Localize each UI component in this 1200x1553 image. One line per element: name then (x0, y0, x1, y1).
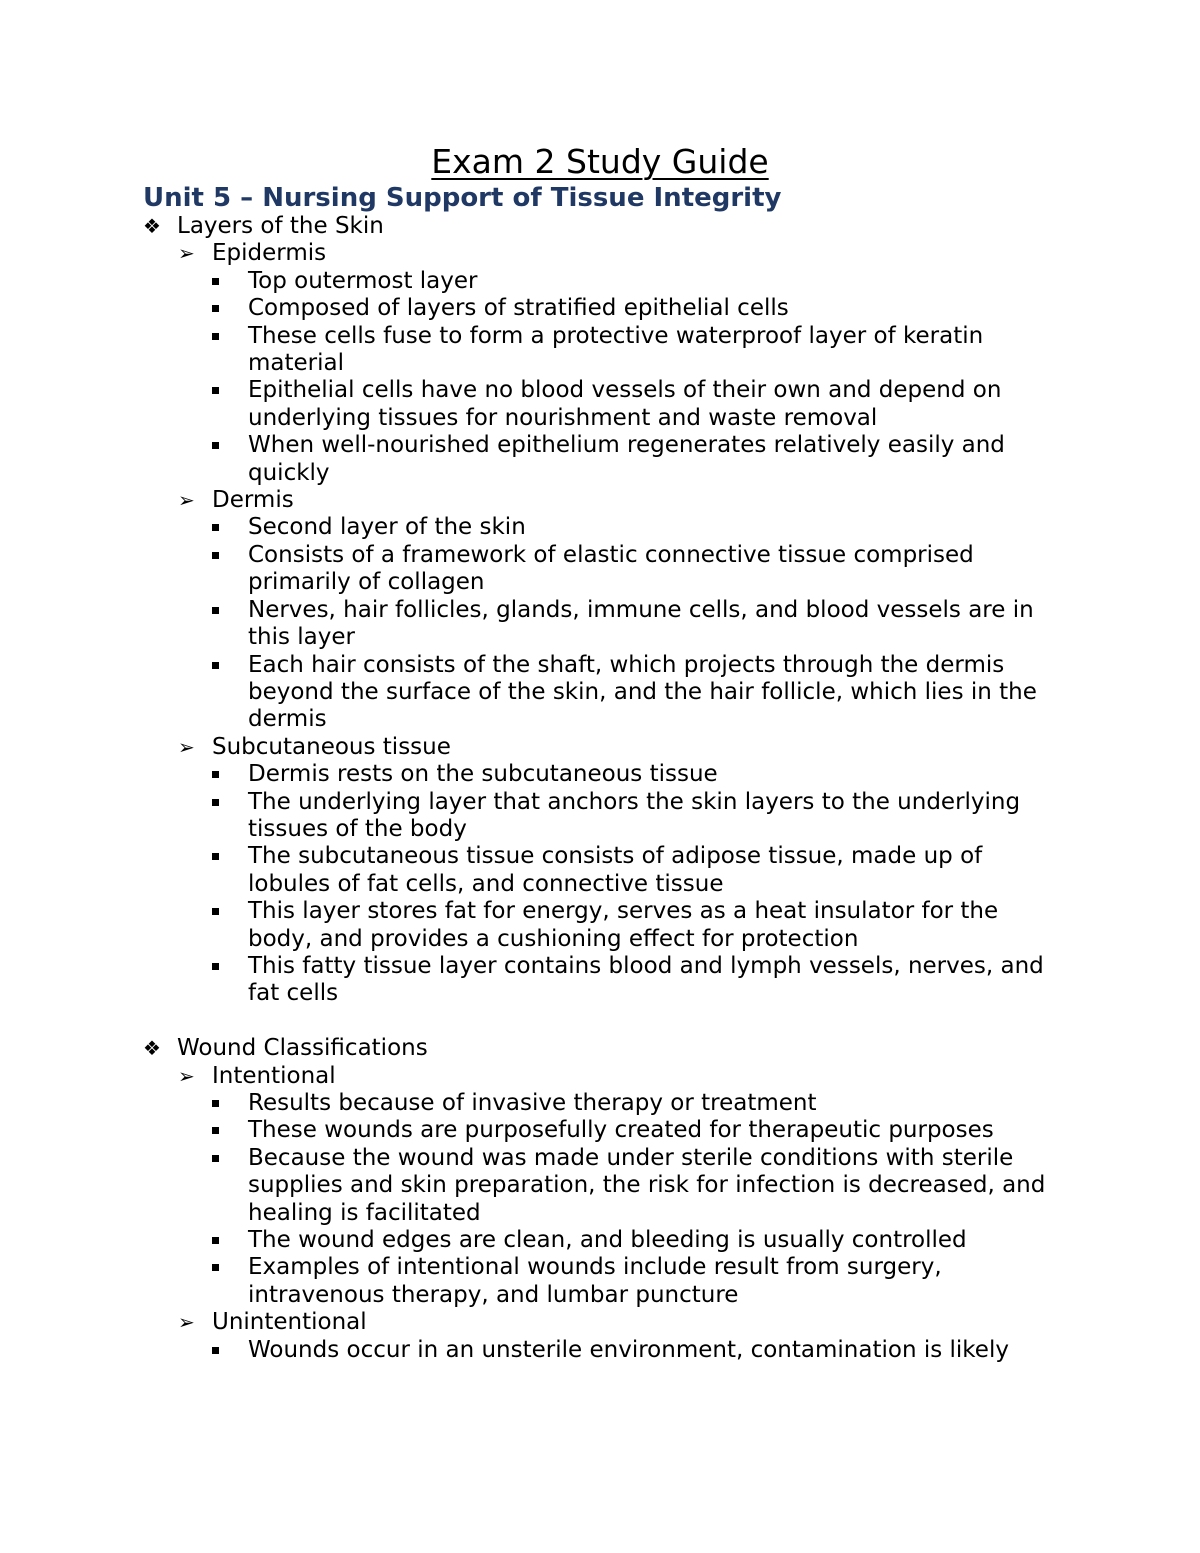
square-bullet-icon (212, 607, 219, 614)
square-bullet-icon (212, 278, 219, 285)
list-item (0, 542, 1058, 597)
list-item (0, 1254, 1058, 1309)
list-item (0, 652, 1058, 734)
arrowhead-bullet-icon: ➢ (178, 488, 195, 513)
subsection-heading-label: Subcutaneous tissue (212, 733, 451, 760)
subsection-heading (0, 487, 1072, 514)
list-item-text: Second layer of the skin (248, 514, 526, 541)
section-heading-label: Wound Classifications (177, 1035, 428, 1062)
list-item-text: These cells fuse to form a protective waterproof layer of keratin material (248, 322, 984, 377)
list-item (0, 1227, 1058, 1254)
arrowhead-bullet-icon: ➢ (178, 241, 195, 266)
list-item-text: Wounds occur in an unsterile environment, contamination is likely (248, 1336, 1009, 1363)
section-spacer (0, 1008, 1200, 1035)
arrowhead-bullet-icon: ➢ (178, 734, 195, 759)
list-item-text: The wound edges are clean, and bleeding is usually controlled (248, 1227, 967, 1254)
diamond-bullet-icon: ❖ (143, 214, 161, 238)
document-title: Exam 2 Study Guide (431, 142, 769, 181)
square-bullet-icon (212, 1264, 219, 1271)
list-item (0, 1337, 1058, 1364)
list-item (0, 514, 1058, 541)
list-item (0, 268, 1058, 295)
list-item (0, 295, 1058, 322)
list-item-text: This fatty tissue layer contains blood and lymph vessels, nerves, and fat cells (248, 952, 1044, 1007)
list-item-text: Each hair consists of the shaft, which projects through the dermis beyond the surface of the skin, and the hair follicle, which lies in the dermis (248, 651, 1037, 733)
square-bullet-icon (212, 963, 219, 970)
square-bullet-icon (212, 552, 219, 559)
section-heading (0, 1035, 1077, 1062)
subsection-heading-label: Epidermis (212, 240, 327, 267)
list-item (0, 761, 1058, 788)
arrowhead-bullet-icon: ➢ (178, 1063, 195, 1088)
list-item (0, 1090, 1058, 1117)
square-bullet-icon (212, 305, 219, 312)
list-item (0, 1145, 1058, 1227)
subsection-heading (0, 1309, 1072, 1336)
square-bullet-icon (212, 1237, 219, 1244)
list-item (0, 432, 1058, 487)
section-heading (0, 213, 1077, 240)
list-item (0, 597, 1058, 652)
subsection-heading-label: Dermis (212, 487, 294, 514)
list-item-text: Epithelial cells have no blood vessels of their own and depend on underlying tissues for nourishment and waste removal (248, 377, 1002, 431)
square-bullet-icon (212, 853, 219, 860)
list-item-text: Results because of invasive therapy or treatment (248, 1089, 817, 1116)
square-bullet-icon (212, 799, 219, 806)
subsection-heading-label: Unintentional (212, 1309, 367, 1336)
list-item-text: Top outermost layer (248, 267, 478, 294)
list-item-text: Examples of intentional wounds include result from surgery, intravenous therapy, and lumbar puncture (248, 1254, 942, 1308)
list-item (0, 898, 1058, 953)
subsection-heading (0, 240, 1072, 267)
square-bullet-icon (212, 524, 219, 531)
list-item-text: Because the wound was made under sterile conditions with sterile supplies and skin preparation, the risk for infection is decreased, and healing is facilitated (248, 1144, 1046, 1226)
square-bullet-icon (212, 442, 219, 449)
unit-heading: Unit 5 – Nursing Support of Tissue Integrity (143, 183, 782, 213)
list-item-text: Nerves, hair follicles, glands, immune cells, and blood vessels are in this layer (248, 596, 1034, 651)
square-bullet-icon (212, 771, 219, 778)
list-item-text: These wounds are purposefully created for therapeutic purposes (248, 1117, 994, 1144)
list-item-text: This layer stores fat for energy, serves as a heat insulator for the body, and provides a cushioning effect for protection (248, 898, 999, 952)
list-item-text: The underlying layer that anchors the skin layers to the underlying tissues of the body (248, 788, 1021, 842)
list-item (0, 953, 1058, 1008)
subsection-heading (0, 734, 1072, 761)
square-bullet-icon (212, 387, 219, 394)
square-bullet-icon (212, 908, 219, 915)
list-item-text: When well-nourished epithelium regenerates relatively easily and quickly (248, 432, 1005, 486)
list-item (0, 323, 1058, 378)
square-bullet-icon (212, 1155, 219, 1162)
outline-section (0, 213, 1200, 1008)
square-bullet-icon (212, 1100, 219, 1107)
list-item (0, 843, 1058, 898)
list-item-text: Dermis rests on the subcutaneous tissue (248, 761, 718, 788)
list-item (0, 789, 1058, 844)
list-item-text: Consists of a framework of elastic connective tissue comprised primarily of collagen (248, 541, 974, 596)
outline-section (0, 1035, 1200, 1364)
section-heading-label: Layers of the Skin (177, 213, 384, 239)
arrowhead-bullet-icon: ➢ (178, 1310, 195, 1335)
subsection-heading (0, 1063, 1072, 1090)
study-outline (0, 213, 1200, 1364)
diamond-bullet-icon: ❖ (143, 1036, 161, 1061)
list-item-text: The subcutaneous tissue consists of adipose tissue, made up of lobules of fat cells, and connective tissue (248, 843, 983, 897)
list-item-text: Composed of layers of stratified epithelial cells (248, 295, 789, 322)
list-item (0, 377, 1058, 432)
square-bullet-icon (212, 1347, 219, 1354)
list-item (0, 1117, 1058, 1144)
square-bullet-icon (212, 662, 219, 669)
subsection-heading-label: Intentional (212, 1062, 336, 1089)
square-bullet-icon (212, 333, 219, 340)
square-bullet-icon (212, 1127, 219, 1134)
